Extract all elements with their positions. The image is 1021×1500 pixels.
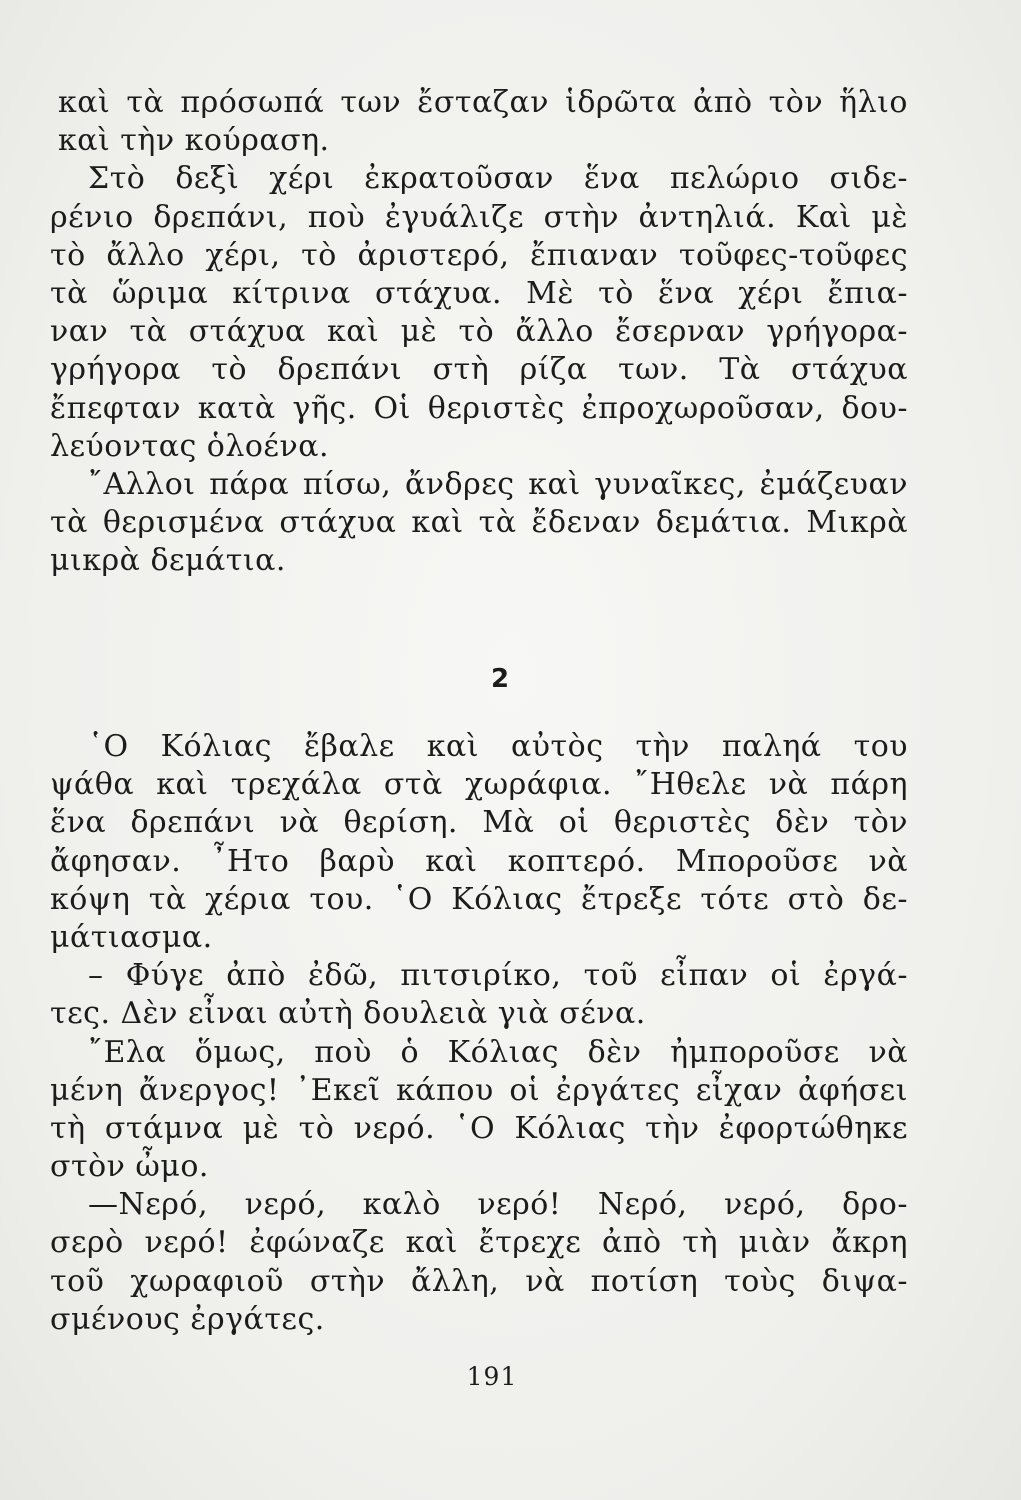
text-line: γρήγορα τὸ δρεπάνι στὴ ρίζα των. Τὰ στάχυα bbox=[50, 352, 908, 388]
text-line: ἄφησαν. ῏Ητο βαρὺ καὶ κοπτερό. Μποροῦσε νὰ bbox=[50, 843, 908, 879]
text-line: τὸ ἄλλο χέρι, τὸ ἀριστερό, ἔπιαναν τοῦφες-τοῦφες bbox=[50, 237, 908, 273]
text-line: σερὸ νερό! ἐφώναζε καὶ ἔτρεχε ἀπὸ τὴ μιὰν ἄκρη bbox=[50, 1225, 908, 1261]
text-line: ρένιο δρεπάνι, ποὺ ἐγυάλιζε στὴν ἀντηλιά. Καὶ μὲ bbox=[50, 199, 908, 235]
section-number: 2 bbox=[490, 664, 510, 694]
text-line: —Νερό, νερό, καλὸ νερό! Νερό, νερό, δρο- bbox=[88, 1187, 908, 1223]
text-line: ἕνα δρεπάνι νὰ θερίση. Μὰ οἱ θεριστὲς δὲν τὸν bbox=[50, 805, 908, 841]
page-number: 191 bbox=[466, 1362, 518, 1391]
text-line: μένη ἄνεργος! ᾿Εκεῖ κάπου οἱ ἐργάτες εἶχαν ἀφήσει bbox=[50, 1072, 908, 1108]
text-line: κόψη τὰ χέρια του. ῾Ο Κόλιας ἔτρεξε τότε στὸ δε- bbox=[50, 881, 908, 917]
text-line: ῎Αλλοι πάρα πίσω, ἄνδρες καὶ γυναῖκες, ἐμάζευαν bbox=[88, 466, 908, 502]
text-line: ψάθα καὶ τρεχάλα στὰ χωράφια. ῎Ηθελε νὰ πάρη bbox=[50, 767, 908, 803]
text-line: – Φύγε ἀπὸ ἐδῶ, πιτσιρίκο, τοῦ εἶπαν οἱ ἐργά- bbox=[88, 958, 908, 994]
text-line: Στὸ δεξὶ χέρι ἐκρατοῦσαν ἕνα πελώριο σιδε- bbox=[88, 161, 908, 197]
text-line: ῎Ελα ὅμως, ποὺ ὁ Κόλιας δὲν ἠμποροῦσε νὰ bbox=[88, 1034, 908, 1070]
text-block-top bbox=[50, 84, 908, 580]
text-line: μικρὰ δεμάτια. bbox=[50, 543, 286, 579]
text-line: λεύοντας ὁλοένα. bbox=[50, 428, 329, 464]
text-block-bottom bbox=[50, 728, 908, 1339]
text-line: τὰ θερισμένα στάχυα καὶ τὰ ἔδεναν δεμάτια. Μικρὰ bbox=[50, 505, 908, 541]
text-line: ναν τὰ στάχυα καὶ μὲ τὸ ἄλλο ἔσερναν γρήγορα- bbox=[50, 314, 908, 350]
text-line: ἔπεφταν κατὰ γῆς. Οἱ θεριστὲς ἐπροχωροῦσαν, δου- bbox=[50, 390, 908, 426]
text-line: καὶ τὰ πρόσωπά των ἔσταζαν ἱδρῶτα ἀπὸ τὸν ἥλιο bbox=[58, 85, 908, 120]
text-line: τὰ ὥριμα κίτρινα στάχυα. Μὲ τὸ ἕνα χέρι ἔπια- bbox=[50, 275, 908, 311]
text-line: μάτιασμα. bbox=[50, 919, 213, 955]
text-line: ῾Ο Κόλιας ἔβαλε καὶ αὐτὸς τὴν παληά του bbox=[88, 729, 908, 764]
text-line: τες. Δὲν εἶναι αὐτὴ δουλειὰ γιὰ σένα. bbox=[50, 996, 646, 1032]
text-line: σμένους ἐργάτες. bbox=[50, 1301, 325, 1337]
text-line: τοῦ χωραφιοῦ στὴν ἄλλη, νὰ ποτίση τοὺς διψα- bbox=[50, 1263, 908, 1299]
text-line: τὴ στάμνα μὲ τὸ νερό. ῾Ο Κόλιας τὴν ἐφορτώθηκε bbox=[50, 1110, 908, 1146]
text-line: στὸν ὦμο. bbox=[50, 1149, 209, 1185]
text-line: καὶ τὴν κούραση. bbox=[58, 123, 330, 159]
